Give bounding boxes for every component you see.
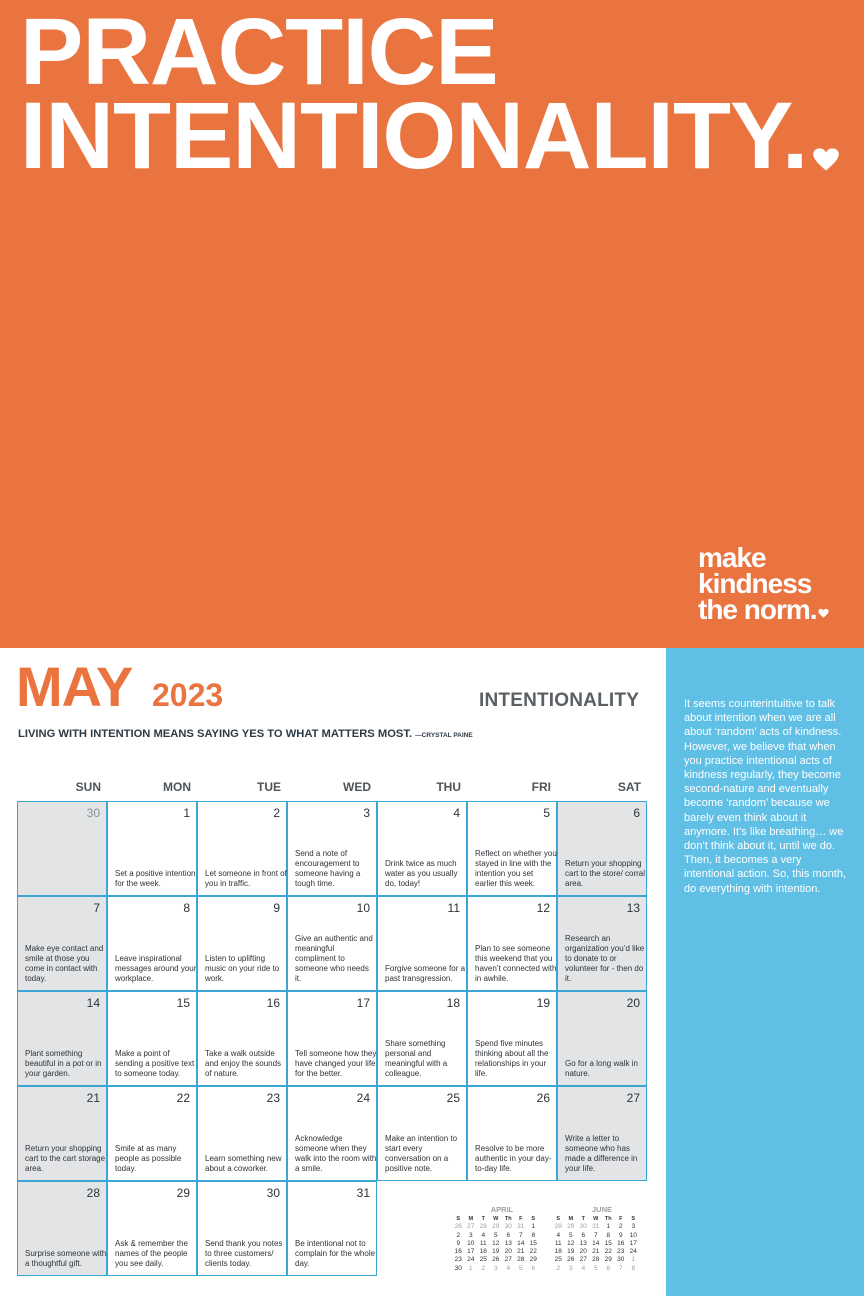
mini-day: 6 [506,1231,511,1239]
day-number: 6 [633,806,640,820]
calendar-day-cell [17,1086,107,1181]
calendar-day-cell [287,991,377,1086]
mini-day: 4 [556,1231,561,1239]
calendar-day-cell [197,1086,287,1181]
day-tip: Let someone in front of you in traffic. [205,869,287,888]
brand-logo [698,542,829,625]
calendar-day-cell [197,801,287,896]
brand-heart-icon [818,608,829,619]
mini-calendar-week [452,1248,552,1256]
brand-line1: make [698,542,766,573]
mini-weekday: Th [604,1216,612,1222]
calendar-day-cell [377,896,467,991]
mini-day: 27 [504,1256,512,1264]
mini-weekday: S [556,1216,561,1222]
mini-day: 16 [617,1239,625,1247]
day-tip: Make an intention to start every conversation on a positive note. [385,1134,458,1173]
mini-weekday: S [456,1216,461,1222]
mini-day: 20 [504,1248,512,1256]
mini-calendar-april [452,1205,552,1273]
day-number: 7 [93,901,100,915]
poster-title-line1: PRACTICE [20,0,498,105]
day-tip: Spend five minutes thinking about all the relationships in your life. [475,1039,549,1078]
calendar-day-cell [287,1086,377,1181]
mini-weekday: M [468,1216,474,1222]
mini-day: 25 [554,1256,562,1264]
mini-weekday: M [568,1216,574,1222]
heart-icon [812,146,840,174]
day-tip: Tell someone how they have changed your life for the better. [295,1049,377,1078]
calendar-day-cell [107,991,197,1086]
calendar-day-cell [467,896,557,991]
day-number: 29 [176,1186,190,1200]
mini-day: 6 [531,1264,536,1272]
mini-day: 12 [492,1239,500,1247]
mini-day: 21 [517,1248,525,1256]
day-tip: Plant something beautiful in a pot or in your garden. [25,1049,102,1078]
calendar-day-cell [107,896,197,991]
mini-day: 1 [606,1223,611,1231]
weekday-label: FRI [531,780,551,794]
calendar-day-cell [197,1181,287,1276]
mini-calendar-week [552,1232,652,1240]
day-number: 14 [86,996,100,1010]
mini-day: 29 [567,1223,575,1231]
mini-day: 26 [454,1223,462,1231]
mini-day: 1 [468,1264,473,1272]
mini-day: 28 [517,1256,525,1264]
mini-day: 23 [617,1248,625,1256]
day-tip: Send a note of encouragement to someone having a tough time. [295,849,361,888]
day-number: 15 [176,996,190,1010]
day-tip: Resolve to be more authentic in your day-to-day life. [475,1144,552,1173]
day-number: 3 [363,806,370,820]
day-tip: Return your shopping cart to the cart storage area. [25,1144,106,1173]
day-number: 22 [176,1091,190,1105]
mini-day: 10 [629,1231,637,1239]
poster-title-line2: INTENTIONALITY. [20,83,808,189]
mini-weekday: W [593,1216,599,1222]
mini-day: 2 [618,1223,623,1231]
mini-day: 30 [504,1223,512,1231]
calendar-day-cell [17,896,107,991]
mini-day: 18 [554,1248,562,1256]
mini-day: 14 [517,1239,525,1247]
brand-line3: the norm. [698,594,817,625]
mini-calendar-june [552,1205,652,1273]
calendar-day-cell [287,896,377,991]
calendar-day-cell [377,801,467,896]
day-number: 9 [273,901,280,915]
day-number: 25 [446,1091,460,1105]
day-number: 19 [536,996,550,1010]
day-tip: Research an organization you’d like to donate to or volunteer for - then do it. [565,934,645,983]
day-number: 5 [543,806,550,820]
quote-text: LIVING WITH INTENTION MEANS SAYING YES TO WHAT MATTERS MOST. [18,728,413,740]
theme-title: INTENTIONALITY [479,690,640,711]
mini-day: 9 [456,1239,461,1247]
day-tip: Go for a long walk in nature. [565,1059,638,1078]
mini-day: 6 [581,1231,586,1239]
day-number: 13 [626,901,640,915]
mini-day: 5 [493,1231,498,1239]
mini-day: 20 [579,1248,587,1256]
day-tip: Return your shopping cart to the store/ corral area. [565,859,646,888]
weekday-label: TUE [257,780,281,794]
day-number: 23 [266,1091,280,1105]
mini-day: 19 [492,1248,500,1256]
weekday-label: MON [163,780,191,794]
day-number: 24 [356,1091,370,1105]
calendar-day-cell [197,991,287,1086]
calendar-day-cell [107,801,197,896]
day-number: 10 [356,901,370,915]
day-number: 20 [626,996,640,1010]
mini-day: 28 [592,1256,600,1264]
mini-day: 26 [492,1256,500,1264]
mini-calendar-title: JUNE [591,1205,612,1214]
mini-day: 13 [504,1239,512,1247]
poster-title [20,0,808,189]
mini-day: 2 [456,1231,461,1239]
calendar-day-cell [287,801,377,896]
day-tip: Learn something new about a coworker. [205,1154,282,1173]
calendar-day-cell [377,1086,467,1181]
day-tip: Write a letter to someone who has made a difference in your life. [565,1134,638,1173]
day-number: 27 [626,1091,640,1105]
day-tip: Listen to uplifting music on your ride to work. [205,954,280,983]
day-number: 30 [86,806,100,820]
day-number: 4 [453,806,460,820]
day-tip: Smile at as many people as possible today. [115,1144,182,1173]
mini-day: 29 [492,1223,500,1231]
day-number: 21 [86,1091,100,1105]
mini-day: 30 [454,1264,462,1272]
day-number: 18 [446,996,460,1010]
mini-day: 3 [568,1264,573,1272]
mini-weekday: F [519,1216,523,1222]
brand-line2: kindness [698,568,812,599]
mini-day: 8 [606,1231,611,1239]
mini-day: 28 [479,1223,487,1231]
mini-day: 11 [479,1239,487,1247]
mini-calendar-week [452,1232,552,1240]
day-tip: Reflect on whether you stayed in line with the intention you set earlier this week. [475,849,557,888]
mini-day: 4 [506,1264,511,1272]
quote [18,728,473,740]
mini-day: 1 [531,1223,536,1231]
calendar-day-cell [467,1086,557,1181]
mini-day: 29 [604,1256,612,1264]
mini-day: 3 [468,1231,473,1239]
mini-day: 22 [604,1248,612,1256]
mini-day: 9 [618,1231,623,1239]
mini-day: 24 [467,1256,475,1264]
mini-calendar-week [452,1223,552,1231]
mini-day: 7 [593,1231,598,1239]
mini-calendar-weekdays [552,1215,652,1223]
calendar-day-cell [557,896,647,991]
mini-day: 10 [467,1239,475,1247]
mini-day: 7 [618,1264,623,1272]
side-panel-text: It seems counterintuitive to talk about intention when we are all about ‘random’ acts of kindness. However, we believe that when you practice intentional acts of kindness regularly, they become second-nature and eventually become ‘random’ because we barely even think about it anymore. It’s like breathing… we don’t think about it, until we do. Then, it becomes a very intentional action. So, this month, do everything with intention. [684,698,847,895]
mini-calendar-title: APRIL [490,1205,514,1214]
mini-day: 19 [567,1248,575,1256]
mini-day: 22 [529,1248,537,1256]
weekday-label: SUN [75,780,101,794]
weekday-label: THU [436,780,461,794]
calendar-day-cell [107,1086,197,1181]
mini-day: 4 [481,1231,486,1239]
mini-day: 30 [617,1256,625,1264]
calendar-day-cell [197,896,287,991]
day-tip: Take a walk outside and enjoy the sounds of nature. [205,1049,282,1078]
mini-day: 12 [567,1239,575,1247]
mini-day: 5 [518,1264,523,1272]
mini-weekday: Th [504,1216,512,1222]
month-title: MAY [16,655,133,718]
calendar-day-cell [107,1181,197,1276]
mini-calendar-weekdays [452,1215,552,1223]
calendar-day-cell [17,991,107,1086]
mini-day: 27 [467,1223,475,1231]
weekday-label: WED [343,780,371,794]
mini-day: 13 [579,1239,587,1247]
mini-day: 14 [592,1239,600,1247]
day-tip: Share something personal and meaningful with a colleague. [385,1039,448,1078]
mini-weekday: T [581,1216,585,1222]
day-number: 26 [536,1091,550,1105]
day-tip: Acknowledge someone when they walk into the room with a smile. [295,1134,377,1173]
mini-day: 16 [454,1248,462,1256]
day-tip: Give an authentic and meaningful compliment to someone who needs it. [295,934,373,983]
mini-day: 8 [531,1231,536,1239]
mini-day: 26 [567,1256,575,1264]
mini-day: 3 [631,1223,636,1231]
mini-day: 17 [629,1239,637,1247]
mini-day: 15 [529,1239,537,1247]
mini-day: 17 [467,1248,475,1256]
mini-day: 15 [604,1239,612,1247]
mini-calendar-week [552,1248,652,1256]
mini-weekday: S [631,1216,636,1222]
day-number: 30 [266,1186,280,1200]
quote-author: —CRYSTAL PAINE [415,732,473,739]
mini-weekday: S [531,1216,536,1222]
day-tip: Drink twice as much water as you usually do, today! [385,859,458,888]
day-number: 17 [356,996,370,1010]
mini-day: 27 [579,1256,587,1264]
mini-day: 2 [481,1264,486,1272]
day-number: 31 [356,1186,370,1200]
mini-day: 28 [554,1223,562,1231]
day-tip: Send thank you notes to three customers/ clients today. [205,1239,283,1268]
mini-calendar-week [552,1256,652,1264]
mini-calendar-week [552,1240,652,1248]
day-number: 28 [86,1186,100,1200]
day-tip: Make a point of sending a positive text to someone today. [115,1049,195,1078]
calendar-day-cell [377,991,467,1086]
mini-day: 5 [568,1231,573,1239]
day-number: 2 [273,806,280,820]
day-tip: Surprise someone with a thoughtful gift. [25,1249,107,1268]
calendar-day-cell [287,1181,377,1276]
mini-day: 1 [631,1256,636,1264]
calendar-day-cell [557,1086,647,1181]
day-tip: Leave inspirational messages around your workplace. [115,954,197,983]
calendar-day-cell [467,991,557,1086]
calendar-day-cell [17,801,107,896]
mini-day: 8 [631,1264,636,1272]
day-tip: Ask & remember the names of the people you see daily. [115,1239,188,1268]
day-tip: Plan to see someone this weekend that you haven’t connected with in awhile. [475,944,557,983]
mini-weekday: T [481,1216,485,1222]
calendar-day-cell [557,991,647,1086]
day-tip: Be intentional not to complain for the whole day. [295,1239,376,1268]
day-number: 8 [183,901,190,915]
mini-weekday: F [619,1216,623,1222]
mini-day: 7 [518,1231,523,1239]
mini-day: 4 [581,1264,586,1272]
day-number: 11 [447,901,460,915]
mini-weekday: W [493,1216,499,1222]
calendar-day-cell [17,1181,107,1276]
mini-calendar-week [452,1240,552,1248]
mini-day: 11 [554,1239,562,1247]
mini-day: 24 [629,1248,637,1256]
year-title: 2023 [152,677,224,713]
mini-day: 5 [593,1264,598,1272]
mini-day: 3 [493,1264,498,1272]
mini-calendar-week [552,1223,652,1231]
mini-calendar-week [452,1256,552,1264]
day-tip: Forgive someone for a past transgression. [385,964,466,983]
mini-day: 30 [579,1223,587,1231]
mini-day: 6 [606,1264,611,1272]
mini-day: 18 [479,1248,487,1256]
day-tip: Set a positive intention for the week. [115,869,196,888]
mini-day: 25 [479,1256,487,1264]
day-tip: Make eye contact and smile at those you come in contact with today. [25,944,104,983]
calendar-day-cell [467,801,557,896]
mini-calendar-week [452,1265,552,1273]
mini-calendar-week [552,1265,652,1273]
weekday-label: SAT [617,780,641,794]
day-number: 12 [536,901,550,915]
day-number: 16 [266,996,280,1010]
mini-day: 2 [556,1264,561,1272]
calendar-day-cell [557,801,647,896]
mini-day: 29 [529,1256,537,1264]
mini-day: 23 [454,1256,462,1264]
mini-day: 21 [592,1248,600,1256]
mini-day: 31 [592,1223,600,1231]
mini-day: 31 [517,1223,525,1231]
day-number: 1 [183,806,190,820]
